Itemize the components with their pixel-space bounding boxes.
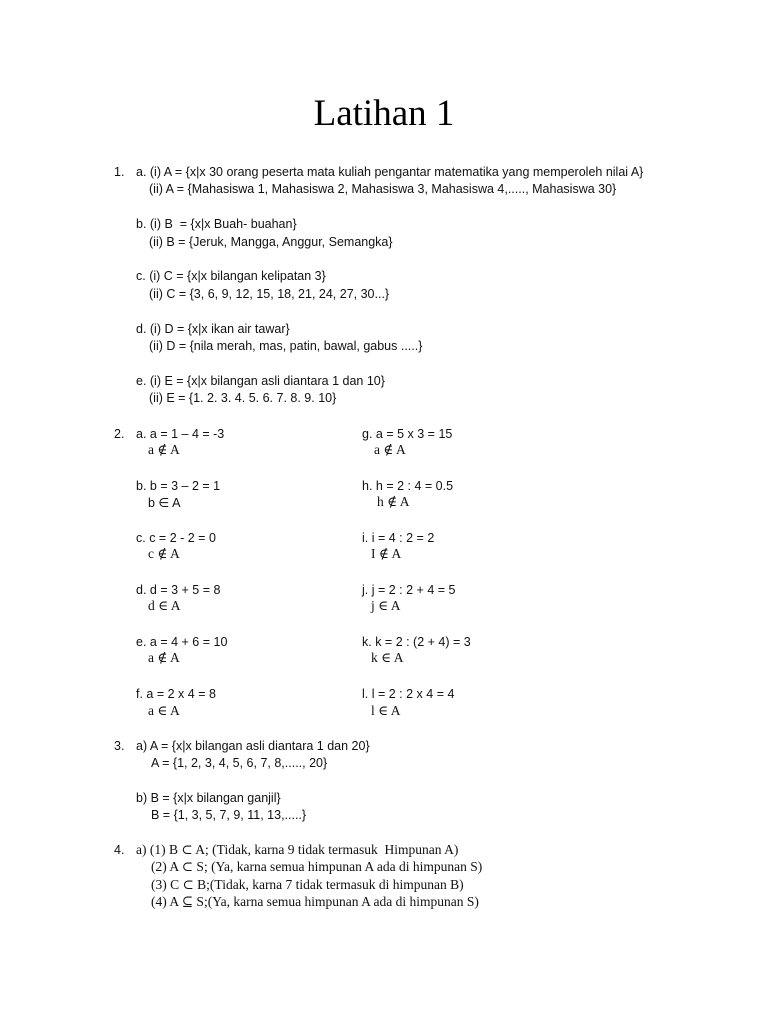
q1-e-ii: (ii) E = {1. 2. 3. 4. 5. 6. 7. 8. 9. 10} <box>149 391 337 405</box>
q2-left-eq: d. d = 3 + 5 = 8 <box>136 583 221 597</box>
q2-right-rel: l ∈ A <box>371 703 401 718</box>
q2-right-rel: h ∉ A <box>377 494 410 509</box>
q1-b-ii: (ii) B = {Jeruk, Mangga, Anggur, Semangka} <box>149 235 393 249</box>
q3-a-2: A = {1, 2, 3, 4, 5, 6, 7, 8,....., 20} <box>151 756 328 770</box>
q1-d-ii: (ii) D = {nila merah, mas, patin, bawal, gabus .....} <box>149 339 423 353</box>
q2-left-eq: c. c = 2 - 2 = 0 <box>136 531 216 545</box>
q2-right-eq: g. a = 5 x 3 = 15 <box>362 427 453 441</box>
q2-right-rel: k ∈ A <box>371 650 404 665</box>
question-3-number: 3. <box>114 739 125 753</box>
q4-line-4: (4) A ⊆ S;(Ya, karna semua himpunan A ada di himpunan S) <box>151 894 479 909</box>
q4-line-3: (3) C ⊂ B;(Tidak, karna 7 tidak termasuk di himpunan B) <box>151 877 464 892</box>
q2-right-eq: h. h = 2 : 4 = 0.5 <box>362 479 454 493</box>
q2-left-rel: d ∈ A <box>148 598 181 613</box>
q4-line-1: a) (1) B ⊂ A; (Tidak, karna 9 tidak termasuk Himpunan A) <box>136 842 459 857</box>
q2-right-eq: l. l = 2 : 2 x 4 = 4 <box>362 687 455 701</box>
q1-d-i: d. (i) D = {x|x ikan air tawar} <box>136 322 290 336</box>
q2-left-eq: b. b = 3 – 2 = 1 <box>136 479 221 493</box>
q2-right-eq: i. i = 4 : 2 = 2 <box>362 531 435 545</box>
q3-a-1: a) A = {x|x bilangan asli diantara 1 dan 20} <box>136 739 370 753</box>
q2-right-rel: j ∈ A <box>371 598 401 613</box>
q2-left-rel: a ∉ A <box>148 442 180 457</box>
question-2-number: 2. <box>114 427 125 441</box>
q1-c-ii: (ii) C = {3, 6, 9, 12, 15, 18, 21, 24, 27, 30...} <box>149 287 390 301</box>
q2-left-eq: f. a = 2 x 4 = 8 <box>136 687 216 701</box>
q1-a-ii: (ii) A = {Mahasiswa 1, Mahasiswa 2, Mahasiswa 3, Mahasiswa 4,....., Mahasiswa 30} <box>149 182 617 196</box>
q2-left-eq: e. a = 4 + 6 = 10 <box>136 635 228 649</box>
q2-right-rel: a ∉ A <box>374 442 406 457</box>
question-1-number: 1. <box>114 165 125 179</box>
q2-left-eq: a. a = 1 – 4 = -3 <box>136 427 225 441</box>
q2-right-eq: k. k = 2 : (2 + 4) = 3 <box>362 635 471 649</box>
q2-right-eq: j. j = 2 : 2 + 4 = 5 <box>362 583 456 597</box>
q1-a-i: a. (i) A = {x|x 30 orang peserta mata kuliah pengantar matematika yang memperoleh nilai A} <box>136 165 644 179</box>
q3-b-1: b) B = {x|x bilangan ganjil} <box>136 791 281 805</box>
q1-b-i: b. (i) B = {x|x Buah- buahan} <box>136 217 297 231</box>
page-title: Latihan 1 <box>313 93 455 134</box>
q3-b-2: B = {1, 3, 5, 7, 9, 11, 13,.....} <box>151 808 307 822</box>
q2-left-rel: c ∉ A <box>148 546 180 561</box>
q1-e-i: e. (i) E = {x|x bilangan asli diantara 1 dan 10} <box>136 374 385 388</box>
question-4-number: 4. <box>114 843 125 857</box>
q4-line-2: (2) A ⊂ S; (Ya, karna semua himpunan A ada di himpunan S) <box>151 859 483 874</box>
q2-left-rel: b ∈ A <box>148 496 181 510</box>
q1-c-i: c. (i) C = {x|x bilangan kelipatan 3} <box>136 269 326 283</box>
q2-left-rel: a ∉ A <box>148 650 180 665</box>
q2-right-rel: I ∉ A <box>371 546 402 561</box>
q2-left-rel: a ∈ A <box>148 703 180 718</box>
